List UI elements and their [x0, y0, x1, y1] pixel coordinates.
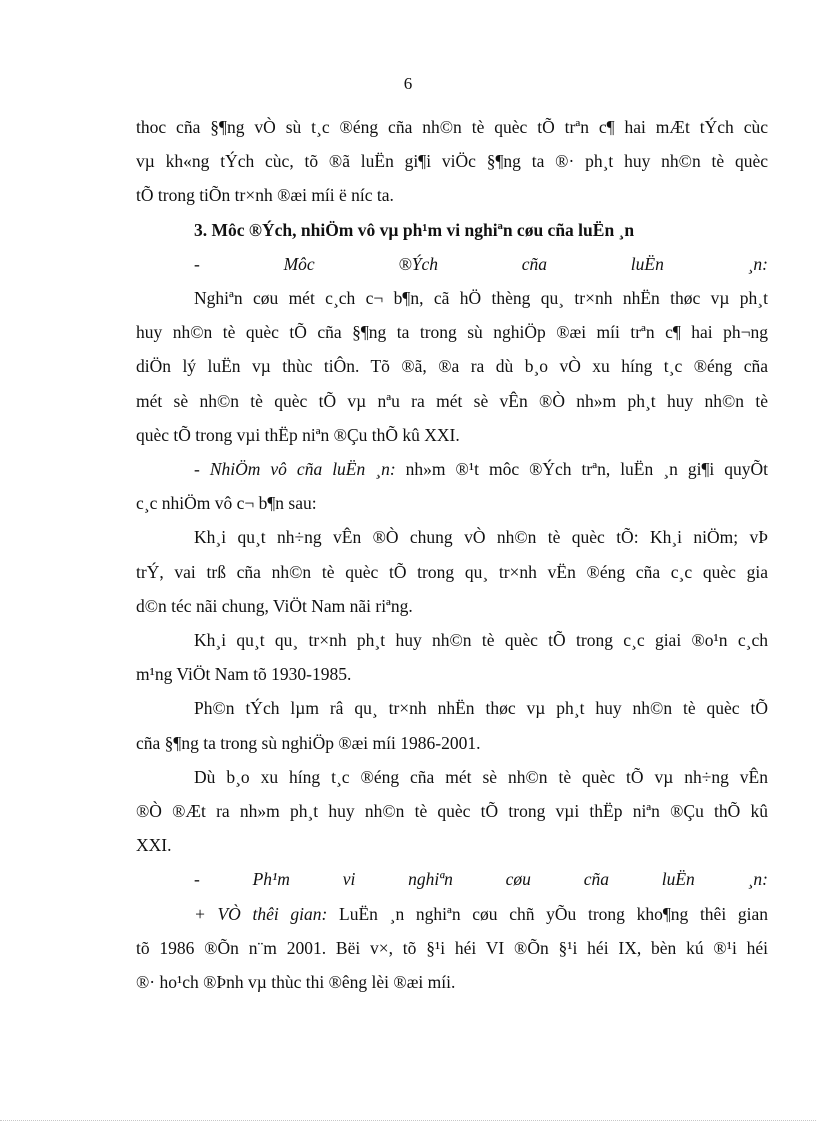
text-line: trÝ, vai trß cña nh©n tè quèc tÕ trong qu¸ tr×nh vËn ®éng cña c¸c quèc gia [136, 561, 768, 582]
text-line: Ph©n tÝch lµm râ qu¸ tr×nh nhËn thøc vµ ph¸t huy nh©n tè quèc tÕ [194, 698, 768, 719]
text-span: LuËn ¸n nghiªn cøu chñ yÕu trong kho¶ng thêi gian [327, 903, 768, 924]
text-line: XXI. [136, 835, 172, 856]
text-line: vµ kh«ng tÝch cùc, tõ ®ã luËn gi¶i viÖc §¶ng ta ®· ph¸t huy nh©n tè quèc [136, 151, 768, 172]
text-line: quèc tÕ trong vµi thËp niªn ®Çu thÕ kû XXI. [136, 424, 460, 445]
text-line: diÖn lý luËn vµ thùc tiÔn. Tõ ®ã, ®a ra dù b¸o vÒ xu híng t¸c ®éng cña [136, 356, 768, 377]
subheading-purpose: - Môc ®Ých cña luËn ¸n: [194, 253, 768, 274]
subheading-scope: - Ph¹m vi nghiªn cøu cña luËn ¸n: [194, 869, 768, 890]
text-line: ®Ò ®Æt ra nh»m ph¸t huy nh©n tè quèc tÕ trong vµi thËp niªn ®Çu thÕ kû [136, 801, 768, 822]
text-line: thoc cña §¶ng vÒ sù t¸c ®éng cña nh©n tè quèc tÕ trªn c¶ hai mÆt tÝch cùc [136, 117, 768, 137]
page-bottom-rule [0, 1120, 816, 1121]
text-line-time [136, 897, 768, 931]
text-line: tÕ trong tiÕn tr×nh ®æi míi ë níc ta. [136, 185, 394, 206]
text-line: Kh¸i qu¸t qu¸ tr×nh ph¸t huy nh©n tè quèc tÕ trong c¸c giai ®o¹n c¸ch [194, 630, 768, 651]
page-number: 6 [403, 74, 413, 93]
text-line: m¹ng ViÖt Nam tõ 1930-1985. [136, 664, 352, 685]
text-line: mét sè nh©n tè quèc tÕ vµ nªu ra mét sè vÊn ®Ò nh»m ph¸t huy nh©n tè [136, 390, 768, 411]
text-line: Nghiªn cøu mét c¸ch c¬ b¶n, cã hÖ thèng qu¸ tr×nh nhËn thøc vµ ph¸t [194, 288, 768, 309]
text-line: Kh¸i qu¸t nh÷ng vÊn ®Ò chung vÒ nh©n tè quèc tÕ: Kh¸i niÖm; vÞ [194, 527, 768, 548]
text-line: d©n téc nãi chung, ViÖt Nam nãi riªng. [136, 595, 413, 616]
text-span: nh»m ®¹t môc ®Ých trªn, luËn ¸n gi¶i quyÕt [395, 459, 768, 480]
text-line: huy nh©n tè quèc tÕ cña §¶ng ta trong sù nghiÖp ®æi míi trªn c¶ hai ph¬ng [136, 322, 768, 343]
section-heading: 3. Môc ®Ých, nhiÖm vô vµ ph¹m vi nghiªn cøu cña luËn ¸n [194, 219, 635, 240]
text-line: Dù b¸o xu híng t¸c ®éng cña mét sè nh©n tè quèc tÕ vµ nh÷ng vÊn [194, 766, 768, 787]
subheading-tasks: - NhiÖm vô cña luËn ¸n: [194, 459, 396, 480]
document-body [136, 110, 768, 999]
text-line: c¸c nhiÖm vô c¬ b¶n sau: [136, 493, 317, 514]
text-line: cña §¶ng ta trong sù nghiÖp ®æi míi 1986-2001. [136, 732, 481, 753]
text-line-tasks [136, 452, 768, 486]
text-line: ®· ho¹ch ®Þnh vµ thùc thi ®êng lèi ®æi míi. [136, 972, 456, 993]
text-line: tõ 1986 ®Õn n¨m 2001. Bëi v×, tõ §¹i héi VI ®Õn §¹i héi IX, bèn kú ®¹i héi [136, 937, 768, 958]
subheading-time: + VÒ thêi gian: [194, 903, 328, 924]
